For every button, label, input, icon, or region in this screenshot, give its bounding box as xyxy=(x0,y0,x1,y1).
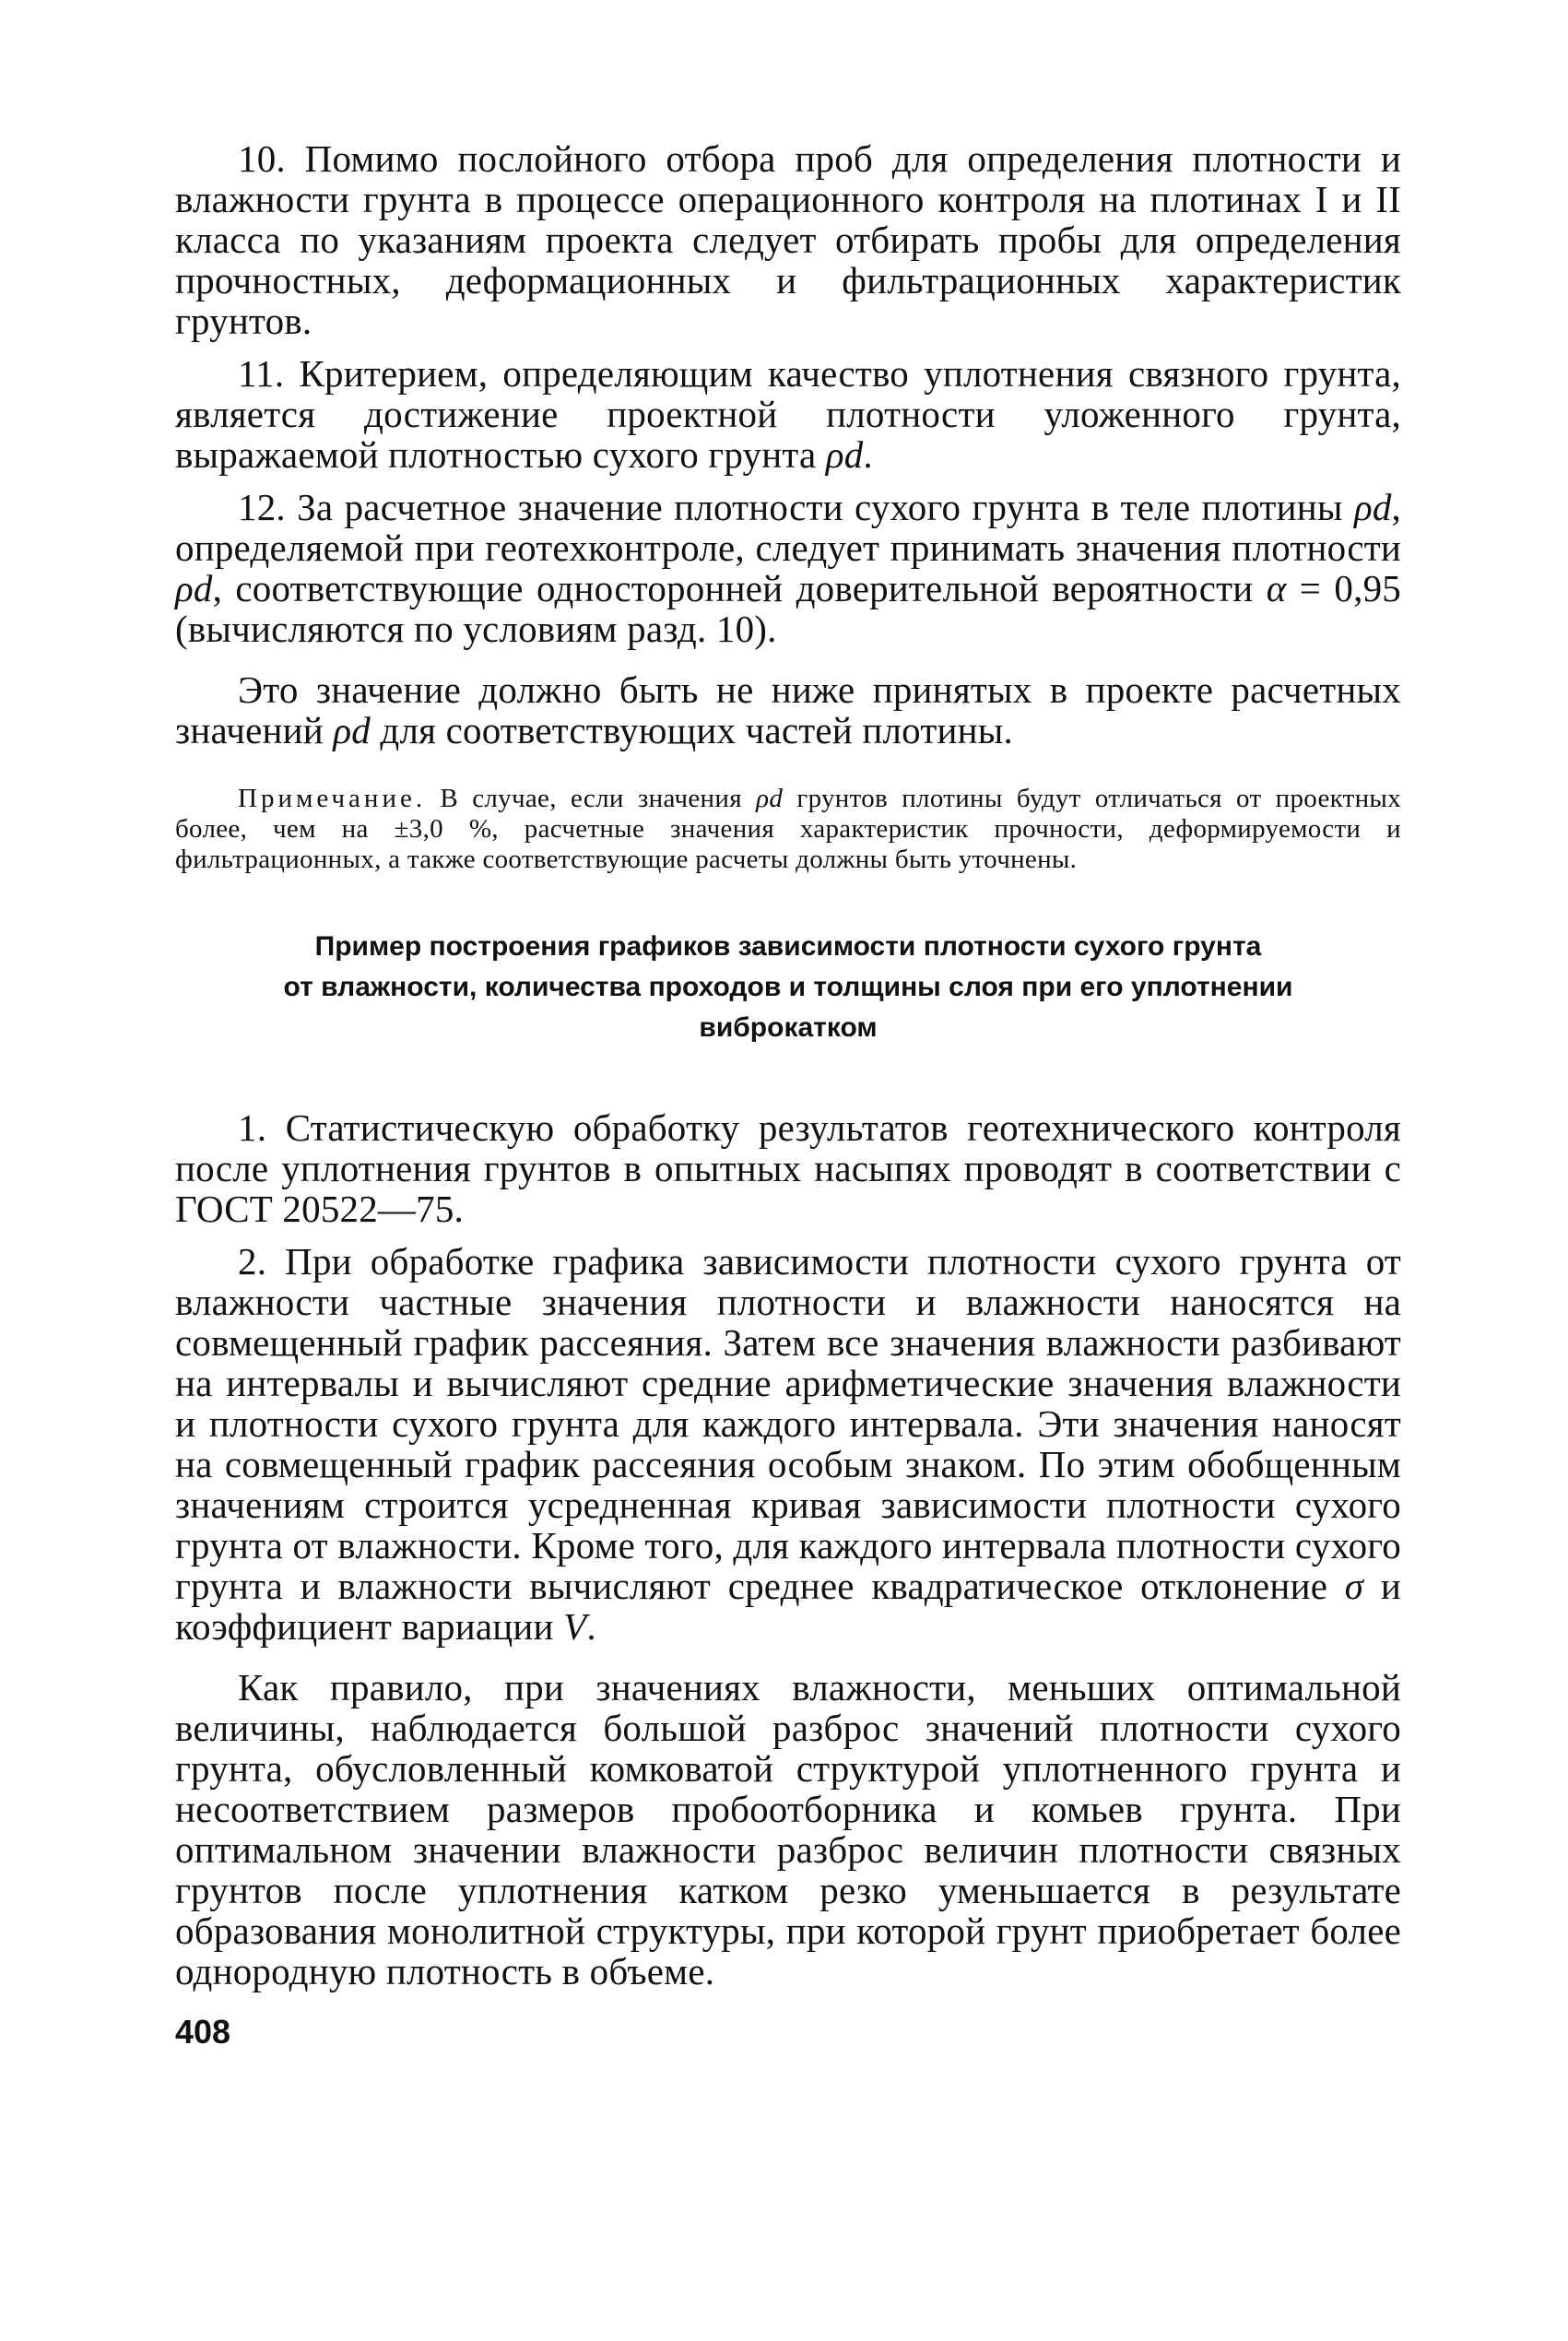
paragraph-11-text: 11. Критерием, определяющим качество уплотнения связного грунта, является достижение проектной плотности уложенного грунта, выражаемой плотностью сухого грунта xyxy=(175,352,1401,476)
symbol-rho-d: ρd xyxy=(175,567,213,609)
symbol-rho-d: ρd xyxy=(1353,486,1392,528)
symbol-alpha: α xyxy=(1266,567,1287,609)
document-page xyxy=(175,138,1401,2052)
section-paragraph-1-text: 1. Статистическую обработку результатов геотехнического контроля после уплотнения грунтов в опытных насыпях проводят в соответствии с ГОСТ 20522—75. xyxy=(175,1106,1401,1230)
heading-line-1: Пример построения графиков зависимости плотности сухого грунта xyxy=(314,931,1262,962)
page-number: 408 xyxy=(175,2013,231,2051)
section-paragraph-2-text-a: 2. При обработке графика зависимости плотности сухого грунта от влажности частные значения плотности и влажности наносятся на совмещенный график рассеяния. Затем все значения влажности разбивают на интервалы и вычисляют средние арифметические значения влажности и плотности сухого грунта для каждого интервала. Эти значения наносят на совмещенный график рассеяния особым знаком. По этим обобщенным значениям строится усредненная кривая зависимости плотности сухого грунта от влажности. Кроме того, для каждого интервала плотности сухого грунта и влажности вычисляют среднее квадратическое отклонение xyxy=(175,1240,1401,1607)
section-paragraph-3-text: Как правило, при значениях влажности, меньших оптимальной величины, наблюдается большой разброс значений плотности сухого грунта, обусловленный комковатой структурой уплотненного грунта и несоответствием размеров пробоотборника и комьев грунта. При оптимальном значении влажности разброс величин плотности связных грунтов после уплотнения катком резко уменьшается в результате образования монолитной структуры, при которой грунт приобретает более однородную плотность в объеме. xyxy=(175,1666,1401,1992)
paragraph-12 xyxy=(175,487,1401,649)
symbol-sigma: σ xyxy=(1344,1565,1364,1607)
symbol-rho-d: ρd xyxy=(756,784,784,813)
paragraph-11 xyxy=(175,353,1401,475)
paragraph-12-text-c: , соответствующие односторонней доверительной вероятности xyxy=(212,567,1267,609)
symbol-v: V xyxy=(563,1605,587,1648)
heading-line-3: виброкатком xyxy=(699,1012,878,1043)
section-paragraph-2-end: . xyxy=(586,1605,596,1648)
paragraph-12-text-b: , определяемой при геотехконтроле, следует принимать значения плотности xyxy=(175,486,1401,569)
paragraph-value-text-a: Это значение должно быть не ниже принятых в проекте расчетных значений xyxy=(175,668,1401,751)
section-paragraph-2-text-b: и коэффициент вариации xyxy=(175,1565,1401,1648)
symbol-rho-d: ρd xyxy=(825,433,864,476)
paragraph-10-text: 10. Помимо послойного отбора проб для определения плотности и влажности грунта в процессе операционного контроля на плотинах I и II класса по указаниям проекта следует отбирать пробы для определения прочностных, деформационных и фильтрационных характеристик грунтов. xyxy=(175,137,1401,342)
paragraph-12-text-a: 12. За расчетное значение плотности сухого грунта в теле плотины xyxy=(238,486,1354,528)
section-paragraph-2 xyxy=(175,1241,1401,1647)
section-heading xyxy=(175,927,1401,1048)
paragraph-10 xyxy=(175,138,1401,341)
paragraph-11-end: . xyxy=(863,433,873,476)
note-text-a: В случае, если значения xyxy=(426,784,757,813)
note-label: Примечание. xyxy=(238,784,427,813)
paragraph-12-text-d: = 0,95 (вычисляются по условиям разд. 10). xyxy=(175,567,1401,650)
footnote-remark xyxy=(175,784,1401,875)
heading-line-2: от влажности, количества проходов и толщины слоя при его уплотнении xyxy=(283,972,1293,1002)
section-paragraph-3 xyxy=(175,1667,1401,1992)
paragraph-value-text-b: для соответствующих частей плотины. xyxy=(370,709,1013,751)
symbol-rho-d: ρd xyxy=(333,709,371,751)
section-paragraph-1 xyxy=(175,1107,1401,1229)
paragraph-value-note xyxy=(175,669,1401,751)
note-text-b: грунтов плотины будут отличаться от проектных более, чем на ±3,0 %, расчетные значения характеристик прочности, деформируемости и фильтрационных, а также соответствующие расчеты должны быть уточнены. xyxy=(175,784,1401,874)
